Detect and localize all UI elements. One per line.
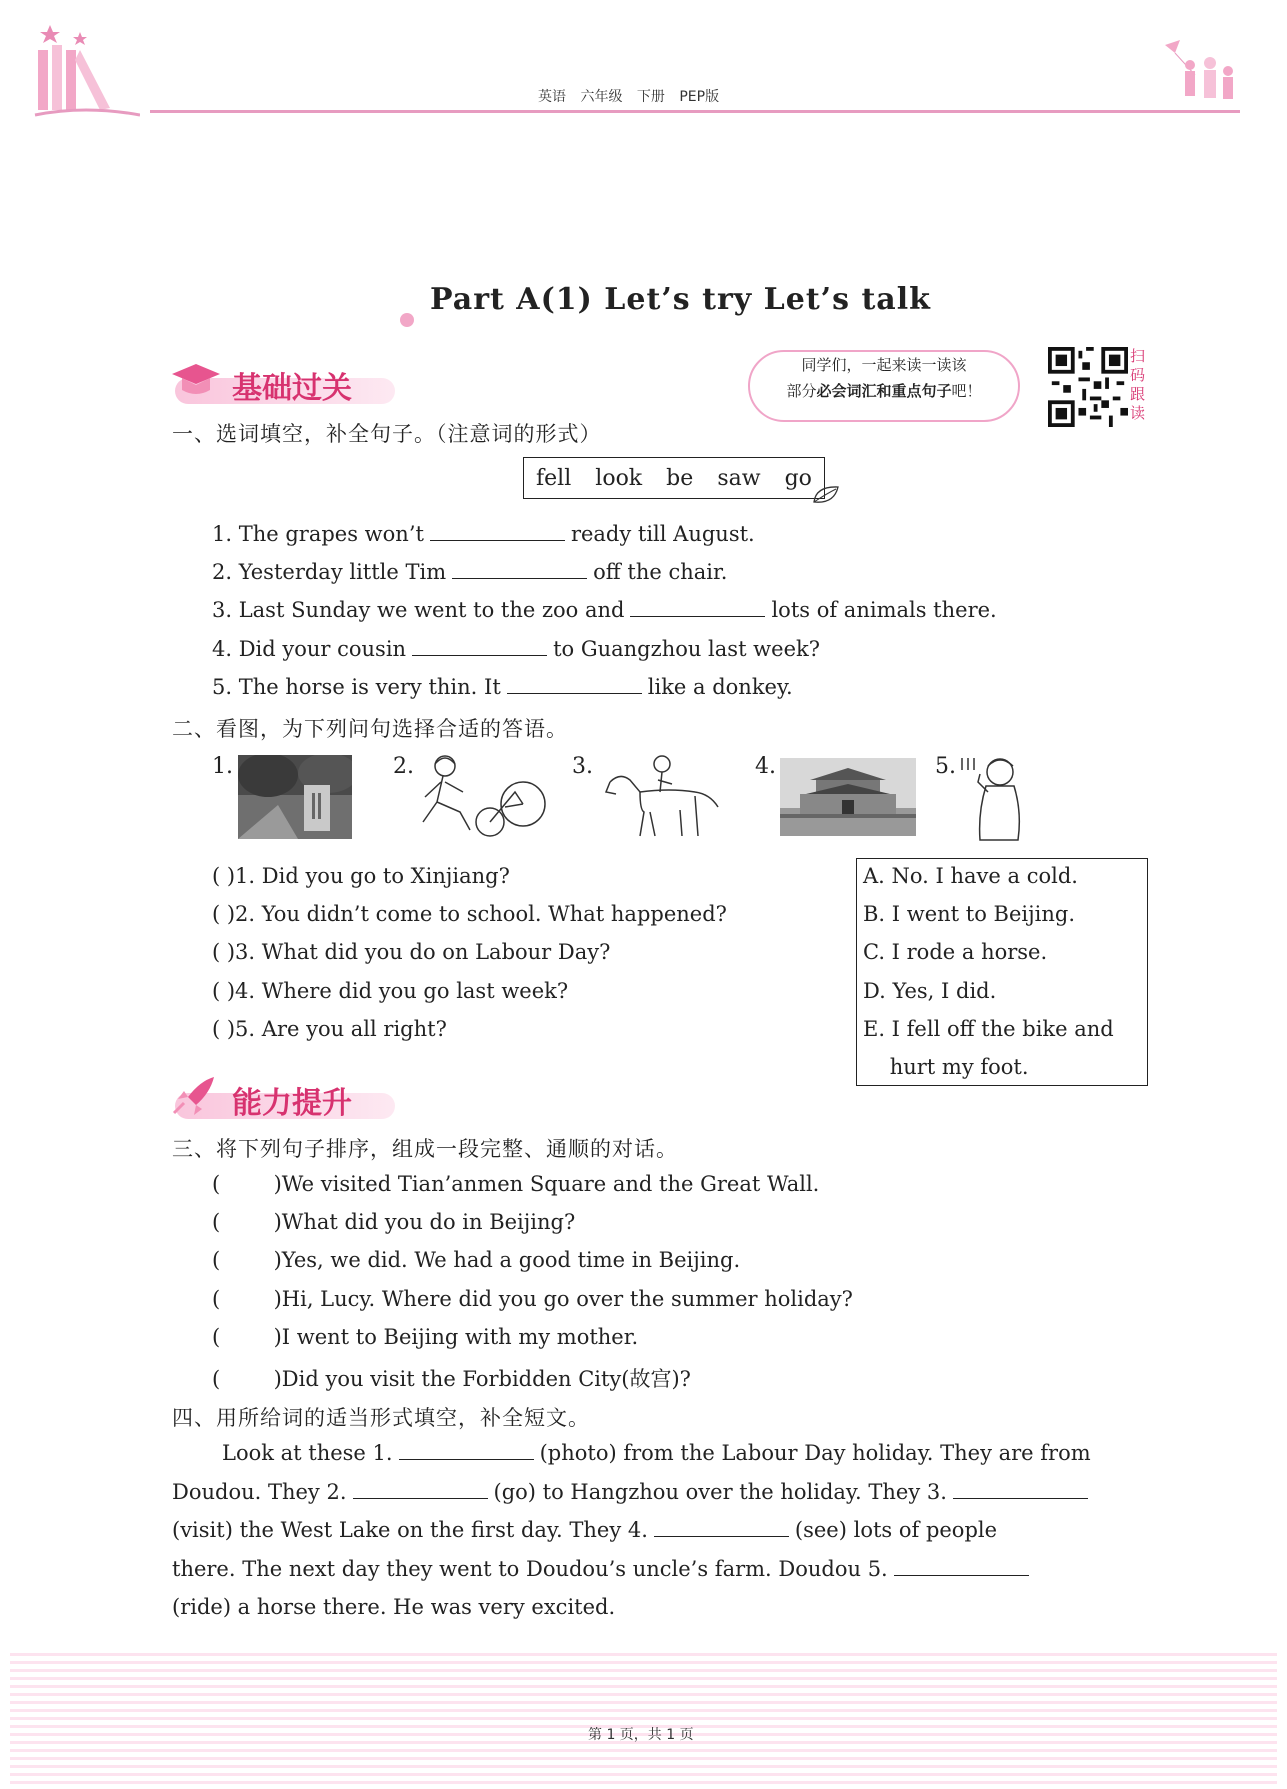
tiananmen-photo — [780, 758, 916, 836]
picture-number: 1. — [212, 754, 233, 779]
book-logo-icon — [30, 20, 140, 120]
word-bank — [523, 457, 825, 499]
answer-blank[interactable] — [507, 692, 642, 694]
q3-item: ( )We visited Tian’anmen Square and the Great Wall. — [212, 1172, 820, 1196]
q2-question: ( )2. You didn’t come to school. What happened? — [212, 902, 727, 926]
q3-item: ( )Hi, Lucy. Where did you go over the summer holiday? — [212, 1287, 853, 1311]
word-option: look — [595, 465, 643, 491]
answer-options-box — [856, 858, 1148, 1086]
reading-tip-bubble — [748, 350, 1020, 422]
q3-item: ( )Yes, we did. We had a good time in Beijing. — [212, 1248, 741, 1272]
qr-label: 扫码跟读 — [1130, 347, 1146, 422]
q2-question: ( )5. Are you all right? — [212, 1017, 447, 1041]
picture-number: 5. — [935, 754, 956, 779]
page-number: 第 1 页，共 1 页 — [588, 1727, 694, 1743]
page-title: Part A(1) Let’s try Let’s talk — [430, 282, 931, 317]
section-title-basic: 基础过关 — [232, 371, 352, 406]
stone-monument-photo — [238, 755, 352, 839]
answer-blank[interactable] — [894, 1574, 1029, 1576]
answer-blank[interactable] — [452, 577, 587, 579]
answer-option: D. Yes, I did. — [863, 979, 997, 1003]
q4-title: 四、用所给词的适当形式填空，补全短文。 — [172, 1406, 590, 1430]
answer-blank[interactable] — [630, 615, 765, 617]
bubble-line-2: 部分必会词汇和重点句子吧！ — [786, 382, 982, 400]
q2-question: ( )4. Where did you go last week? — [212, 979, 569, 1003]
q3-item: ( )What did you do in Beijing? — [212, 1210, 576, 1234]
picture-number: 2. — [393, 754, 414, 779]
boy-riding-horse-illustration — [600, 752, 724, 840]
word-option: saw — [717, 465, 761, 491]
qr-code-icon[interactable] — [1048, 347, 1128, 427]
q1-item: 2. Yesterday little Tim off the chair. — [212, 560, 728, 584]
answer-option: E. I fell off the bike and — [863, 1017, 1114, 1041]
answer-blank[interactable] — [430, 539, 565, 541]
q3-title: 三、将下列句子排序，组成一段完整、通顺的对话。 — [172, 1137, 678, 1161]
answer-blank[interactable] — [654, 1535, 789, 1537]
answer-blank[interactable] — [353, 1497, 488, 1499]
header-rule — [150, 110, 1240, 113]
footer-band — [10, 1653, 1277, 1789]
q3-item: ( )I went to Beijing with my mother. — [212, 1325, 639, 1349]
q2-title: 二、看图，为下列问句选择合适的答语。 — [172, 717, 568, 741]
answer-blank[interactable] — [399, 1458, 534, 1460]
bubble-line-1: 同学们，一起来读一读该 — [801, 356, 967, 374]
section-title-advanced: 能力提升 — [232, 1086, 352, 1121]
q2-question: ( )1. Did you go to Xinjiang? — [212, 864, 510, 888]
children-kite-icon — [1160, 35, 1240, 115]
sick-child-illustration — [958, 752, 1026, 844]
q2-question: ( )3. What did you do on Labour Day? — [212, 940, 611, 964]
q3-item: ( )Did you visit the Forbidden City(故宫)? — [212, 1367, 691, 1391]
header-text: 英语 六年级 下册 PEP版 — [538, 89, 720, 105]
answer-blank[interactable] — [412, 654, 547, 656]
q4-passage: Look at these 1. (photo) from the Labour Day holiday. They are from Doudou. They 2. (go) to Hangzhou over the holiday. They 3. (visit) the West Lake on the first day. They 4. (see) lots of people there. The next day they went to Doudou’s uncle’s farm. Doudou 5. (ride) a horse there. He was very excited. — [172, 1441, 1091, 1619]
title-bullet — [400, 313, 414, 327]
rocket-icon — [170, 1073, 222, 1117]
answer-option: hurt my foot. — [863, 1055, 1029, 1079]
word-option: go — [784, 465, 812, 491]
picture-number: 3. — [572, 754, 593, 779]
q1-item: 1. The grapes won’t ready till August. — [212, 522, 755, 546]
answer-option: A. No. I have a cold. — [863, 864, 1078, 888]
picture-number: 4. — [755, 754, 776, 779]
word-option: be — [666, 465, 694, 491]
answer-option: B. I went to Beijing. — [863, 902, 1075, 926]
q1-title: 一、选词填空，补全句子。（注意词的形式） — [172, 422, 602, 446]
answer-option: C. I rode a horse. — [863, 940, 1048, 964]
graduation-cap-icon — [170, 360, 222, 400]
q1-item: 4. Did your cousin to Guangzhou last week? — [212, 637, 820, 661]
q1-item: 5. The horse is very thin. It like a donkey. — [212, 675, 793, 699]
leaf-icon — [812, 484, 840, 506]
word-option: fell — [536, 465, 572, 491]
q1-item: 3. Last Sunday we went to the zoo and lots of animals there. — [212, 598, 997, 622]
boy-fell-off-bike-illustration — [415, 752, 551, 840]
answer-blank[interactable] — [953, 1497, 1088, 1499]
